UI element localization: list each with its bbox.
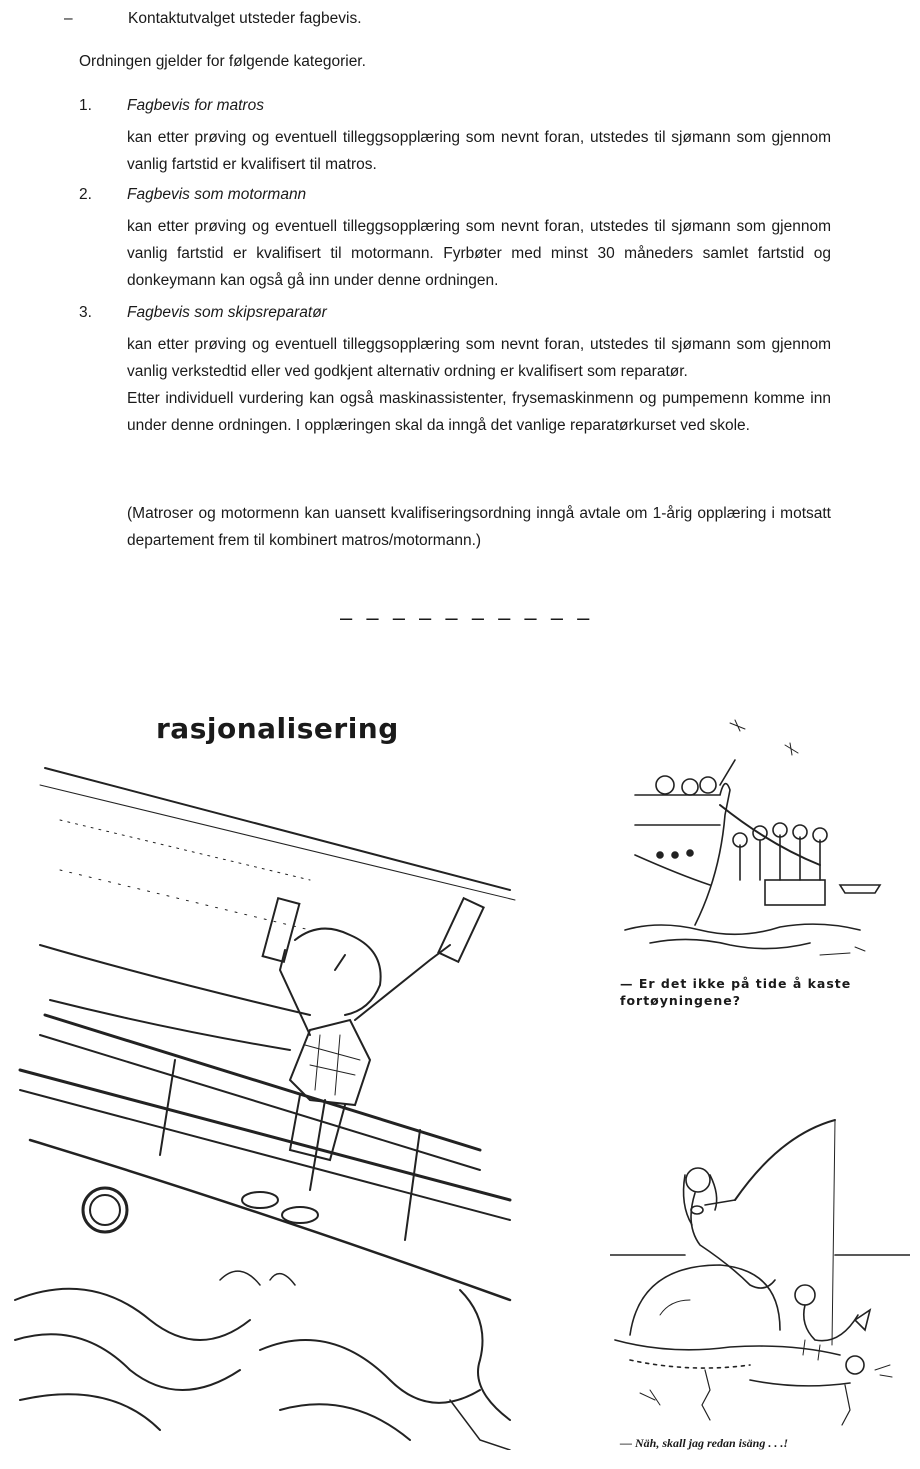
item-title: Fagbevis som skipsreparatør bbox=[127, 304, 327, 321]
item-number: 1. bbox=[79, 97, 92, 114]
intro-text: Ordningen gjelder for følgende kategorier. bbox=[79, 53, 366, 70]
item-title: Fagbevis for matros bbox=[127, 97, 264, 114]
section-heading: rasjonalisering bbox=[156, 712, 399, 745]
item-body-para-1: kan etter prøving og eventuell tilleggsopplæring som nevnt foran, utstedes til sjømann som gjennom vanlig verkstedtid eller ved godkjent alternativ ordning er kvalifisert som reparatør. bbox=[127, 336, 831, 380]
item-number: 2. bbox=[79, 186, 92, 203]
item-body: kan etter prøving og eventuell tilleggsopplæring som nevnt foran, utstedes til sjømann som gjennom vanlig fartstid er kvalifisert til motormann. Fyrbøter med minst 30 måneders samlet fartstid og donkeymann kan også gå inn under denne ordningen. bbox=[127, 218, 831, 289]
ship-mooring-cartoon bbox=[620, 715, 910, 965]
item-title: Fagbevis som motormann bbox=[127, 186, 307, 203]
sailor-painting-cartoon bbox=[10, 760, 530, 1450]
item-body: kan etter prøving og eventuell tilleggsopplæring som nevnt foran, utstedes til sjømann som gjennom vanlig fartstid er kvalifisert til matros. bbox=[127, 129, 831, 173]
ship-cartoon-caption: — Er det ikke på tide å kaste fortøyningene? bbox=[620, 976, 852, 1008]
mermaid-fishing-cartoon bbox=[610, 1115, 910, 1435]
item-body-para-2: Etter individuell vurdering kan også maskinassistenter, frysemaskinmenn og pumpemenn komme inn under denne ordningen. I opplæringen skal da inngå det vanlige reparatørkurset ved skole. bbox=[127, 390, 831, 434]
mermaid-cartoon-caption: — Näh, skall jag redan isäng . . .! bbox=[620, 1436, 789, 1450]
note-text: (Matroser og motormenn kan uansett kvalifiseringsordning inngå avtale om 1-årig opplæring i motsatt departement frem til kombinert matros/motormann.) bbox=[127, 505, 831, 549]
item-body bbox=[127, 331, 831, 439]
item-number: 3. bbox=[79, 304, 92, 321]
bullet-text: Kontaktutvalget utsteder fagbevis. bbox=[128, 10, 362, 27]
bullet-dash: – bbox=[64, 10, 73, 27]
separator: – – – – – – – – – – bbox=[340, 605, 594, 630]
